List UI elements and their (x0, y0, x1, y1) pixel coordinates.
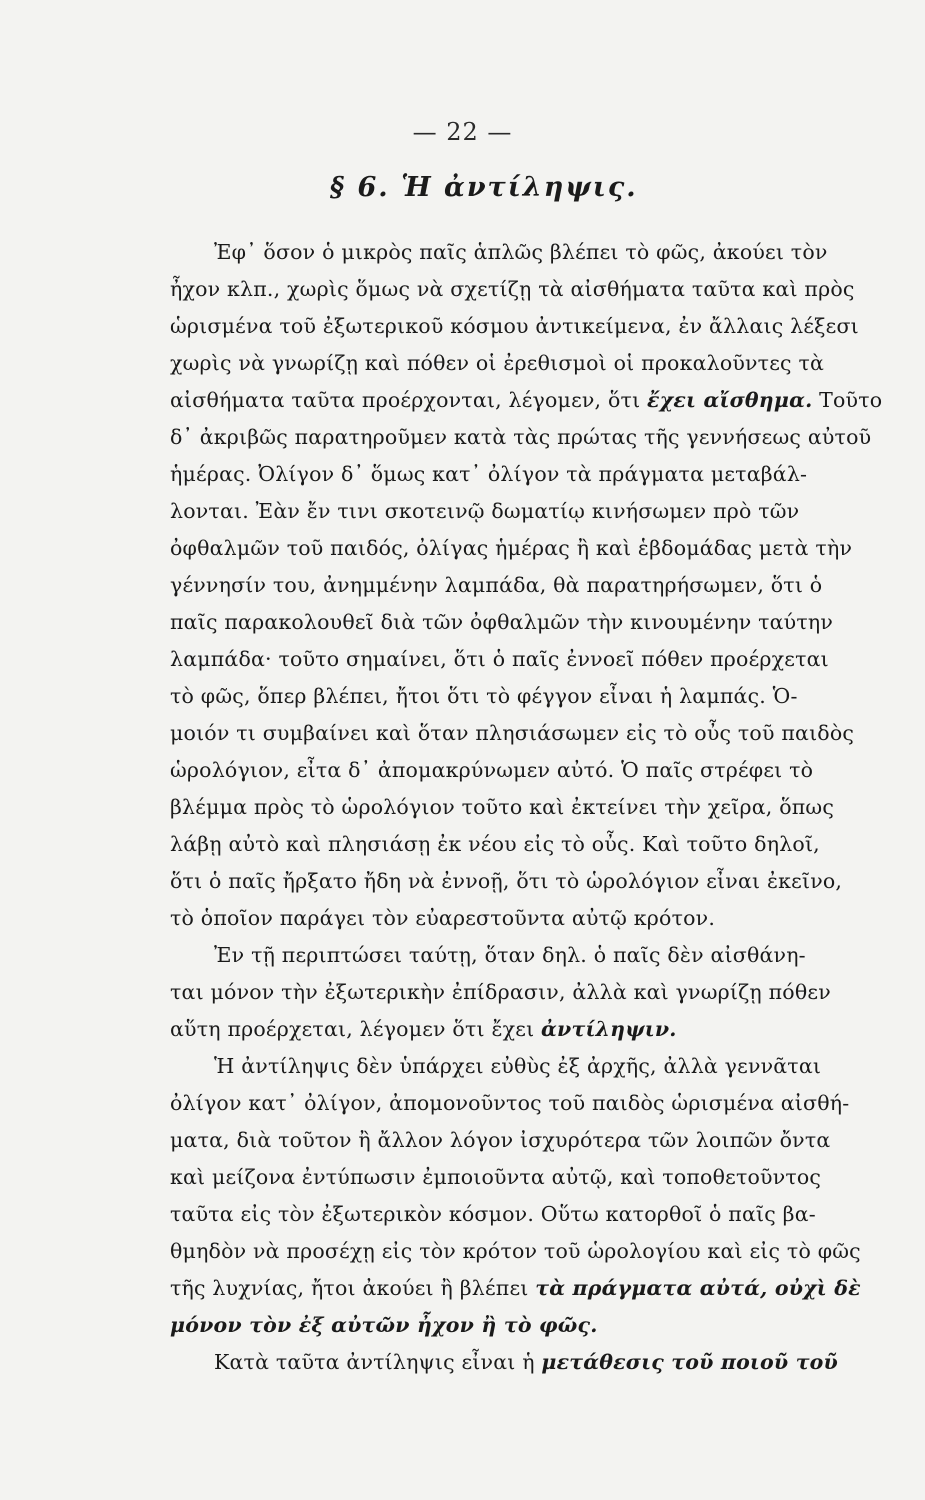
text-line: ταῦτα εἰς τὸν ἐξωτερικὸν κόσμον. Οὕτω κατορθοῖ ὁ παῖς βα- (170, 1202, 816, 1226)
text-line: τῆς λυχνίας, ἤτοι ἀκούει ἢ βλέπει τὰ πράγματα αὐτά, οὐχὶ δὲ (170, 1276, 861, 1300)
text-line: ὡρισμένα τοῦ ἐξωτερικοῦ κόσμου ἀντικείμενα, ἐν ἄλλαις λέξεσι (170, 314, 859, 338)
text-line: γέννησίν του, ἀνημμένην λαμπάδα, θὰ παρατηρήσωμεν, ὅτι ὁ (170, 573, 823, 597)
emphasized-text: ἀντίληψιν. (541, 1017, 677, 1041)
text-line: αὕτη προέρχεται, λέγομεν ὅτι ἔχει ἀντίληψιν. (170, 1017, 677, 1041)
text-line: ται μόνον τὴν ἐξωτερικὴν ἐπίδρασιν, ἀλλὰ καὶ γνωρίζῃ πόθεν (170, 980, 831, 1004)
body-text (170, 234, 905, 1381)
text-line: θμηδὸν νὰ προσέχῃ εἰς τὸν κρότον τοῦ ὡρολογίου καὶ εἰς τὸ φῶς (170, 1239, 861, 1263)
text-line: μοιόν τι συμβαίνει καὶ ὅταν πλησιάσωμεν εἰς τὸ οὖς τοῦ παιδὸς (170, 721, 855, 745)
text-line: Ἡ ἀντίληψις δὲν ὑπάρχει εὐθὺς ἐξ ἀρχῆς, ἀλλὰ γεννᾶται (214, 1054, 822, 1078)
text-line: τὸ ὁποῖον παράγει τὸν εὐαρεστοῦντα αὐτῷ κρότον. (170, 906, 716, 930)
text-line: Ἐφ᾽ ὅσον ὁ μικρὸς παῖς ἁπλῶς βλέπει τὸ φῶς, ἀκούει τὸν (214, 240, 828, 264)
text-line (170, 1307, 905, 1344)
text-line: δ᾽ ἀκριβῶς παρατηροῦμεν κατὰ τὰς πρώτας τῆς γεννήσεως αὐτοῦ (170, 425, 872, 449)
text-line: αἰσθήματα ταῦτα προέρχονται, λέγομεν, ὅτι ἔχει αἴσθημα. Τοῦτο (170, 388, 883, 412)
text-line: ἡμέρας. Ὀλίγον δ᾽ ὅμως κατ᾽ ὀλίγον τὰ πράγματα μεταβάλ- (170, 462, 808, 486)
text-line: ὀφθαλμῶν τοῦ παιδός, ὀλίγας ἡμέρας ἢ καὶ ἑβδομάδας μετὰ τὴν (170, 536, 853, 560)
emphasized-text: τὰ πράγματα αὐτά, οὐχὶ δὲ (535, 1276, 861, 1300)
text-line: ὀλίγον κατ᾽ ὀλίγον, ἀπομονοῦντος τοῦ παιδὸς ὡρισμένα αἰσθή- (170, 1091, 850, 1115)
text-line: Κατὰ ταῦτα ἀντίληψις εἶναι ἡ μετάθεσις τοῦ ποιοῦ τοῦ (214, 1350, 838, 1374)
text-line: λαμπάδα· τοῦτο σημαίνει, ὅτι ὁ παῖς ἐννοεῖ πόθεν προέρχεται (170, 647, 829, 671)
text-line: τὸ φῶς, ὅπερ βλέπει, ἤτοι ὅτι τὸ φέγγον εἶναι ἡ λαμπάς. Ὁ- (170, 684, 798, 708)
emphasized-text: μόνον τὸν ἐξ αὐτῶν ἦχον ἢ τὸ φῶς. (170, 1313, 598, 1337)
emphasized-text: ἔχει αἴσθημα. (647, 388, 813, 412)
text-line: ματα, διὰ τοῦτον ἢ ἄλλον λόγον ἰσχυρότερα τῶν λοιπῶν ὄντα (170, 1128, 831, 1152)
text-line: λονται. Ἐὰν ἔν τινι σκοτεινῷ δωματίῳ κινήσωμεν πρὸ τῶν (170, 499, 800, 523)
section-title: § 6. Ἡ ἀντίληψις. (330, 172, 638, 203)
text-line: Ἐν τῇ περιπτώσει ταύτῃ, ὅταν δηλ. ὁ παῖς δὲν αἰσθάνη- (214, 943, 806, 967)
text-line: λάβῃ αὐτὸ καὶ πλησιάσῃ ἐκ νέου εἰς τὸ οὖς. Καὶ τοῦτο δηλοῖ, (170, 832, 820, 856)
text-line: παῖς παρακολουθεῖ διὰ τῶν ὀφθαλμῶν τὴν κινουμένην ταύτην (170, 610, 834, 634)
text-line: ἦχον κλπ., χωρὶς ὅμως νὰ σχετίζῃ τὰ αἰσθήματα ταῦτα καὶ πρὸς (170, 277, 855, 301)
text-line: χωρὶς νὰ γνωρίζῃ καὶ πόθεν οἱ ἐρεθισμοὶ οἱ προκαλοῦντες τὰ (170, 351, 825, 375)
text-line: ὡρολόγιον, εἶτα δ᾽ ἀπομακρύνωμεν αὐτό. Ὁ παῖς στρέφει τὸ (170, 758, 814, 782)
page-number: — 22 — (412, 118, 513, 146)
text-line: ὅτι ὁ παῖς ἤρξατο ἤδη νὰ ἐννοῇ, ὅτι τὸ ὡρολόγιον εἶναι ἐκεῖνο, (170, 869, 843, 893)
emphasized-text: μετάθεσις τοῦ ποιοῦ τοῦ (541, 1350, 838, 1374)
text-line: καὶ μείζονα ἐντύπωσιν ἐμποιοῦντα αὐτῷ, καὶ τοποθετοῦντος (170, 1165, 822, 1189)
text-line: βλέμμα πρὸς τὸ ὡρολόγιον τοῦτο καὶ ἐκτείνει τὴν χεῖρα, ὅπως (170, 795, 835, 819)
